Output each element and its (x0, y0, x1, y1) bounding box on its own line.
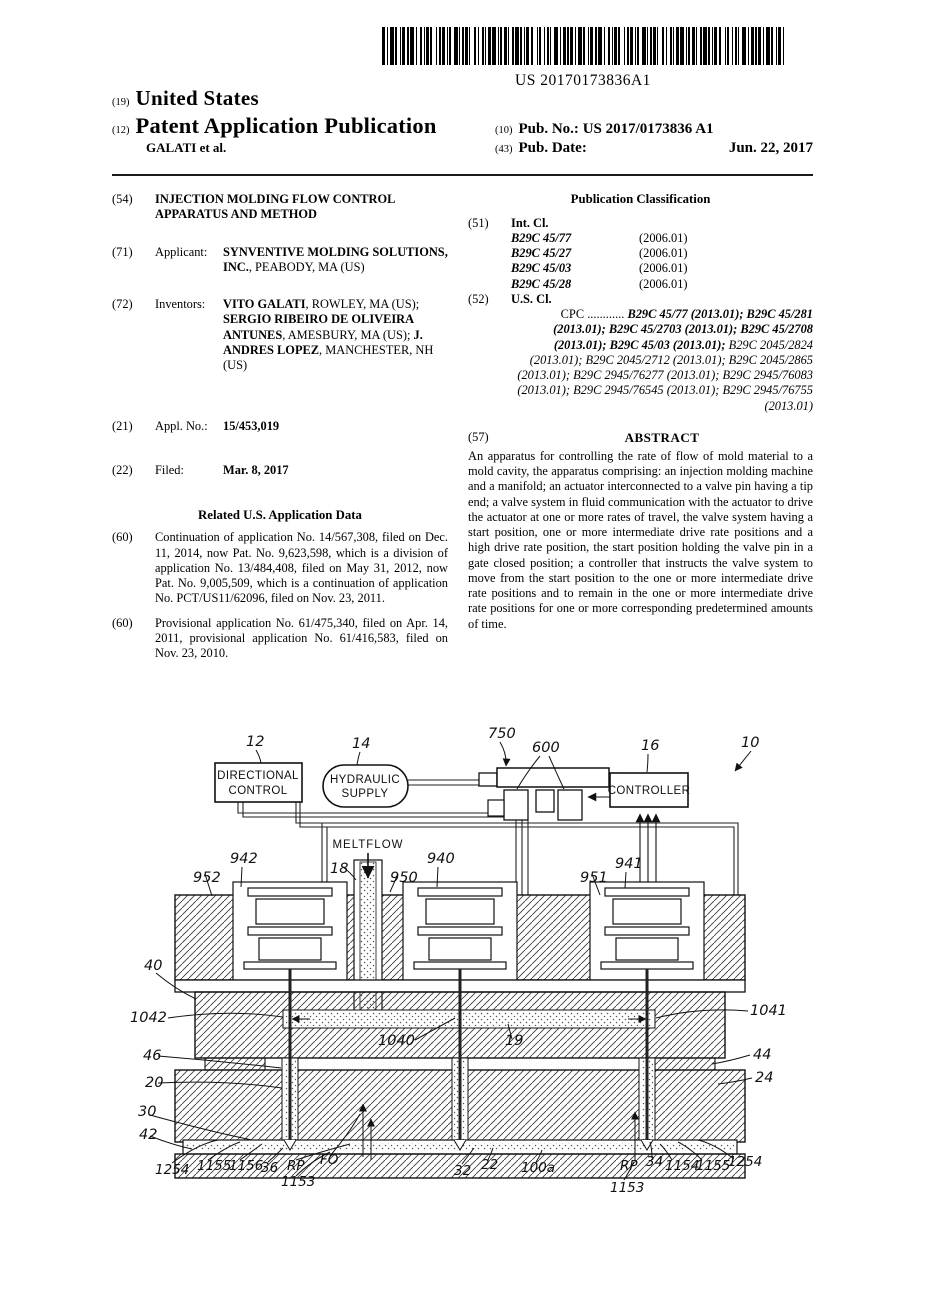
publication-kind: Patent Application Publication (135, 113, 437, 138)
intcl-class: B29C 45/27 (511, 246, 572, 261)
ref-42: 42 (139, 1127, 158, 1143)
ref-1254-left: 1254 (155, 1162, 190, 1178)
ref-14: 14 (352, 736, 371, 752)
related-text-2: Provisional application No. 61/475,340, filed on Apr. 14, 2011, provisional application No. 61/416,583, filed on Nov. 23, 2010. (155, 615, 448, 661)
appl-no-label: Appl. No.: (155, 419, 208, 434)
inventor-location: , MANCHESTER, NH (US) (223, 342, 434, 372)
related-para-2 (112, 616, 448, 662)
top-reference-numerals (246, 726, 759, 756)
cpc-bold-classes: B29C 45/77 (2013.01); B29C 45/281 (2013.01); B29C 45/2703 (2013.01); B29C 45/2708 (2013.01); B29C 45/03 (2013.01); (553, 307, 813, 352)
applicant-label: Applicant: (155, 244, 208, 259)
inventor-name: J. ANDRES LOPEZ (223, 327, 423, 357)
uscl-code: (52) (468, 291, 489, 306)
pub-no-label: Pub. No.: (518, 121, 579, 137)
ref-fo: FO (320, 1152, 339, 1168)
ref-22: 22 (481, 1157, 499, 1173)
hydraulic-supply-label-2: SUPPLY (341, 788, 389, 800)
ref-750: 750 (488, 726, 516, 742)
meltflow-label: MELTFLOW (332, 839, 404, 851)
related-text-1: Continuation of application No. 14/567,308, filed on Dec. 11, 2014, now Pat. No. 9,623,598, which is a division of application No. 13/484,408, filed on May 31, 2012, now Pat. No. 9,005,509, which is a continuation of application No. PCT/US11/62096, filed on Nov. 23, 2011. (155, 530, 448, 606)
ref-32: 32 (454, 1163, 472, 1179)
abstract-code: (57) (468, 429, 489, 444)
cpc-regular-classes: B29C 2045/2824 (2013.01); B29C 2045/2712 (2013.01); B29C 2045/2865 (2013.01); B29C 2945/76277 (2013.01); B29C 2945/76083 (2013.01); B29C 2945/76545 (2013.01); B29C 2945/76755 (2013.01) (517, 337, 813, 413)
appl-no-code: (21) (112, 419, 133, 434)
kind-code: (12) (112, 125, 130, 136)
ref-40: 40 (144, 958, 163, 974)
intcl-class: B29C 45/77 (511, 230, 572, 245)
controller-box (608, 773, 691, 807)
ref-12: 12 (246, 734, 265, 750)
abstract-heading: ABSTRACT (624, 429, 700, 445)
related-code-1: (60) (112, 530, 133, 545)
inventor-name: VITO GALATI (223, 297, 306, 311)
pub-no-value: US 2017/0173836 A1 (582, 121, 714, 137)
filed-label: Filed: (155, 462, 184, 477)
right-column (468, 192, 813, 632)
uscl-row (468, 292, 813, 307)
classification-heading: Publication Classification (570, 192, 711, 206)
applicant-location: , PEABODY, MA (US) (248, 259, 365, 274)
ref-20: 20 (145, 1075, 164, 1091)
uscl-label: U.S. Cl. (511, 291, 552, 306)
intcl-version: (2006.01) (639, 276, 688, 291)
patent-figure (0, 712, 925, 1212)
ref-940: 940 (427, 851, 455, 867)
ref-16: 16 (641, 738, 660, 754)
header-divider (112, 174, 813, 176)
ref-951: 951 (580, 870, 608, 886)
ref-942: 942 (230, 851, 258, 867)
controller-label: CONTROLLER (607, 785, 691, 797)
pub-date-label: Pub. Date: (518, 140, 587, 156)
title-row (112, 192, 448, 223)
intcl-row (468, 216, 813, 231)
intcl-version: (2006.01) (639, 246, 688, 261)
ref-950: 950 (390, 870, 418, 886)
filed-row (112, 463, 448, 478)
ref-30: 30 (138, 1104, 157, 1120)
pub-no-code: (10) (495, 125, 513, 136)
ref-44: 44 (753, 1047, 772, 1063)
ref-1254-right: 1254 (728, 1154, 763, 1170)
applicant-value (223, 245, 448, 276)
ref-100a: 100a (521, 1160, 556, 1176)
inventor-name: SERGIO RIBEIRO DE OLIVEIRA ANTUNES (223, 312, 414, 342)
ref-1156: 1156 (229, 1158, 264, 1174)
header (112, 86, 813, 157)
inventors-label: Inventors: (155, 297, 206, 311)
ref-952: 952 (193, 870, 221, 886)
directional-control-label-1: DIRECTIONAL (217, 770, 299, 782)
barcode (380, 26, 786, 90)
appl-no-value: 15/453,019 (223, 419, 280, 434)
ref-1153-right: 1153 (610, 1180, 645, 1196)
intcl-version: (2006.01) (639, 261, 688, 276)
ref-34: 34 (646, 1154, 664, 1170)
left-column (112, 192, 448, 661)
ref-1042: 1042 (130, 1010, 167, 1026)
related-data-heading: Related U.S. Application Data (198, 507, 362, 522)
ref-941: 941 (615, 856, 643, 872)
country-code: (19) (112, 97, 130, 108)
ref-1153-left: 1153 (281, 1174, 316, 1190)
hydraulic-supply-label-1: HYDRAULIC (329, 774, 401, 786)
intcl-class: B29C 45/03 (511, 261, 572, 276)
barcode-bars (380, 26, 786, 66)
pub-date-code: (43) (495, 144, 513, 155)
appl-no-row (112, 419, 448, 434)
filed-value: Mar. 8, 2017 (223, 462, 289, 477)
related-para-1 (112, 530, 448, 606)
barcode-number: US 20170173836A1 (515, 72, 651, 89)
related-code-2: (60) (112, 615, 133, 630)
inventors-value (223, 297, 448, 373)
machine-cross-section (175, 860, 745, 1178)
ref-1154: 1154 (665, 1158, 700, 1174)
ref-19: 19 (505, 1033, 524, 1049)
actuator-cylinder-assembly (479, 768, 623, 820)
ref-1155-right: 1155 (696, 1158, 731, 1174)
intcl-label: Int. Cl. (511, 215, 549, 230)
abstract-heading-row (468, 430, 813, 446)
directional-control-label-2: CONTROL (228, 785, 288, 797)
applicant-code: (71) (112, 244, 133, 259)
ref-1041: 1041 (750, 1003, 787, 1019)
intcl-class: B29C 45/28 (511, 276, 572, 291)
inventors-code: (72) (112, 297, 133, 311)
hydraulic-supply-box (323, 765, 408, 807)
first-named-inventor: GALATI et al. (146, 140, 227, 155)
ref-rp-left: RP (287, 1158, 305, 1174)
invention-title: INJECTION MOLDING FLOW CONTROL APPARATUS AND METHOD (155, 192, 395, 222)
cpc-head: CPC ............ (560, 307, 628, 322)
country-name: United States (135, 86, 259, 110)
ref-1040: 1040 (378, 1033, 415, 1049)
ref-1155-left: 1155 (197, 1158, 232, 1174)
ref-10: 10 (741, 735, 760, 751)
cpc-block (511, 307, 813, 414)
ref-rp-right: RP (620, 1158, 638, 1174)
intcl-version: (2006.01) (639, 230, 688, 245)
ref-46: 46 (143, 1048, 162, 1064)
intcl-code: (51) (468, 215, 489, 230)
filed-code: (22) (112, 462, 133, 477)
pub-date-value: Jun. 22, 2017 (728, 140, 813, 156)
directional-control-box (215, 763, 302, 802)
intcl-table (511, 231, 813, 292)
ref-24: 24 (755, 1070, 774, 1086)
inventor-location: , AMESBURY, MA (US); (282, 327, 414, 342)
abstract-text: An apparatus for controlling the rate of flow of mold material to a mold cavity, the apparatus comprising: an injection molding machine and a manifold; an actuator interconnected to a valve pin having a tip end; a valve system in fluid communication with the actuator to drive the actuator at one or more rates of travel, the valve system having a start position, one or more intermediate drive rate positions and a high drive rate position, the start position holding the valve pin in a gate closed position; a controller that instructs the valve system to move from the start position to the one or more intermediate drive rate positions and to remain in the one or more intermediate drive rate positions for one or more corresponding predetermined amounts of time. (468, 448, 813, 631)
title-code: (54) (112, 192, 133, 206)
inventor-location: , ROWLEY, MA (US); (305, 297, 420, 311)
ref-600: 600 (532, 740, 560, 756)
applicant-name: SYNVENTIVE MOLDING SOLUTIONS, INC. (223, 244, 448, 274)
applicant-row (112, 245, 448, 276)
ref-18: 18 (330, 861, 349, 877)
inventors-row (112, 297, 448, 373)
ref-36: 36 (261, 1160, 279, 1176)
